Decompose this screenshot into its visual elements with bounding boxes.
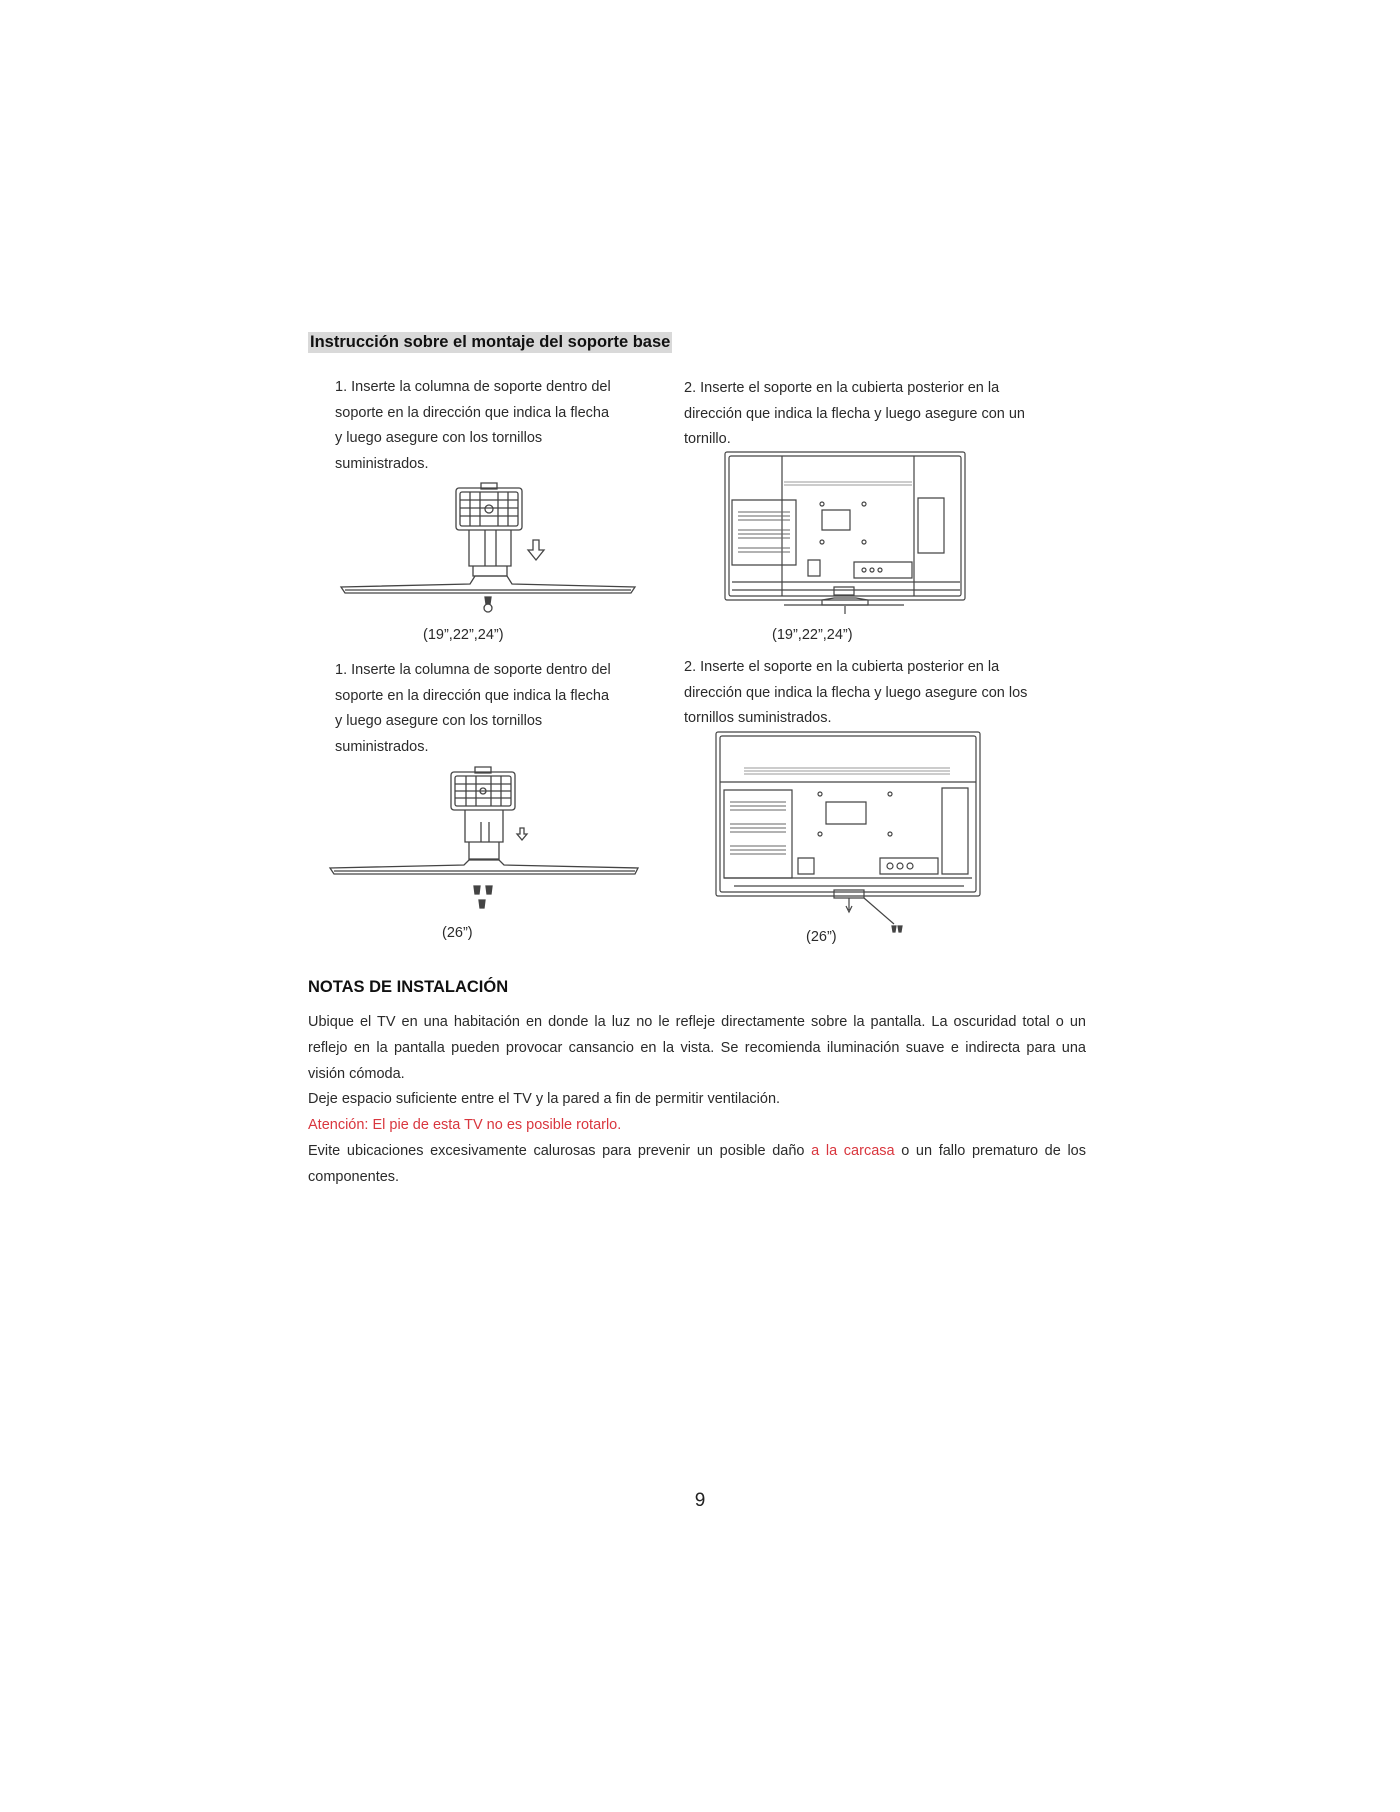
page-number: 9: [694, 1490, 706, 1511]
notes-title: NOTAS DE INSTALACIÓN: [308, 978, 509, 996]
caption-large-right: (26”): [806, 929, 837, 945]
small-stand-assembly-figure: [335, 480, 640, 620]
notes-heat-red-text: a la carcasa: [811, 1142, 895, 1159]
notes-paragraph-ventilation: Deje espacio suficiente entre el TV y la pared a fin de permitir ventilación.: [308, 1091, 781, 1108]
notes-heat-text-1: Evite ubicaciones excesivamente calurosas para prevenir un posible daño: [308, 1142, 812, 1159]
small-tv-back-figure: [724, 450, 969, 620]
large-stand-assembly-figure: [326, 764, 642, 924]
notes-attention: Atención: El pie de esta TV no es posible rotarlo.: [308, 1117, 622, 1134]
caption-small-left: (19”,22”,24”): [423, 627, 504, 643]
step-large-2-text: 2. Inserte el soporte en la cubierta posterior en la dirección que indica la flecha y luego asegure con los tornillos suministrados.: [684, 659, 1028, 726]
notes-paragraph-lighting: Ubique el TV en una habitación en donde la luz no le refleje directamente sobre la pantalla. La oscuridad total o un reflejo en la pantalla pueden provocar cansancio en la vista. Se recomienda iluminación suave e indirecta para una visión cómoda.: [308, 1014, 1086, 1082]
large-tv-back-figure: [714, 730, 984, 940]
notes-heat-text-2: o un fallo prematuro de los componentes.: [308, 1142, 1086, 1185]
step-small-1-text: 1. Inserte la columna de soporte dentro del soporte en la dirección que indica la flecha y luego asegure con los tornillos suministrados.: [335, 379, 611, 472]
section-heading: Instrucción sobre el montaje del soporte base: [310, 333, 671, 351]
caption-large-left: (26”): [442, 925, 473, 941]
notes-body: [308, 1010, 1086, 1191]
notes-paragraph-heat: [308, 1139, 1086, 1191]
step-large-1-text: 1. Inserte la columna de soporte dentro del soporte en la dirección que indica la flecha y luego asegure con los tornillos suministrados.: [335, 662, 611, 755]
caption-small-right: (19”,22”,24”): [772, 627, 853, 643]
step-small-2-text: 2. Inserte el soporte en la cubierta posterior en la dirección que indica la flecha y luego asegure con un tornillo.: [684, 380, 1025, 447]
